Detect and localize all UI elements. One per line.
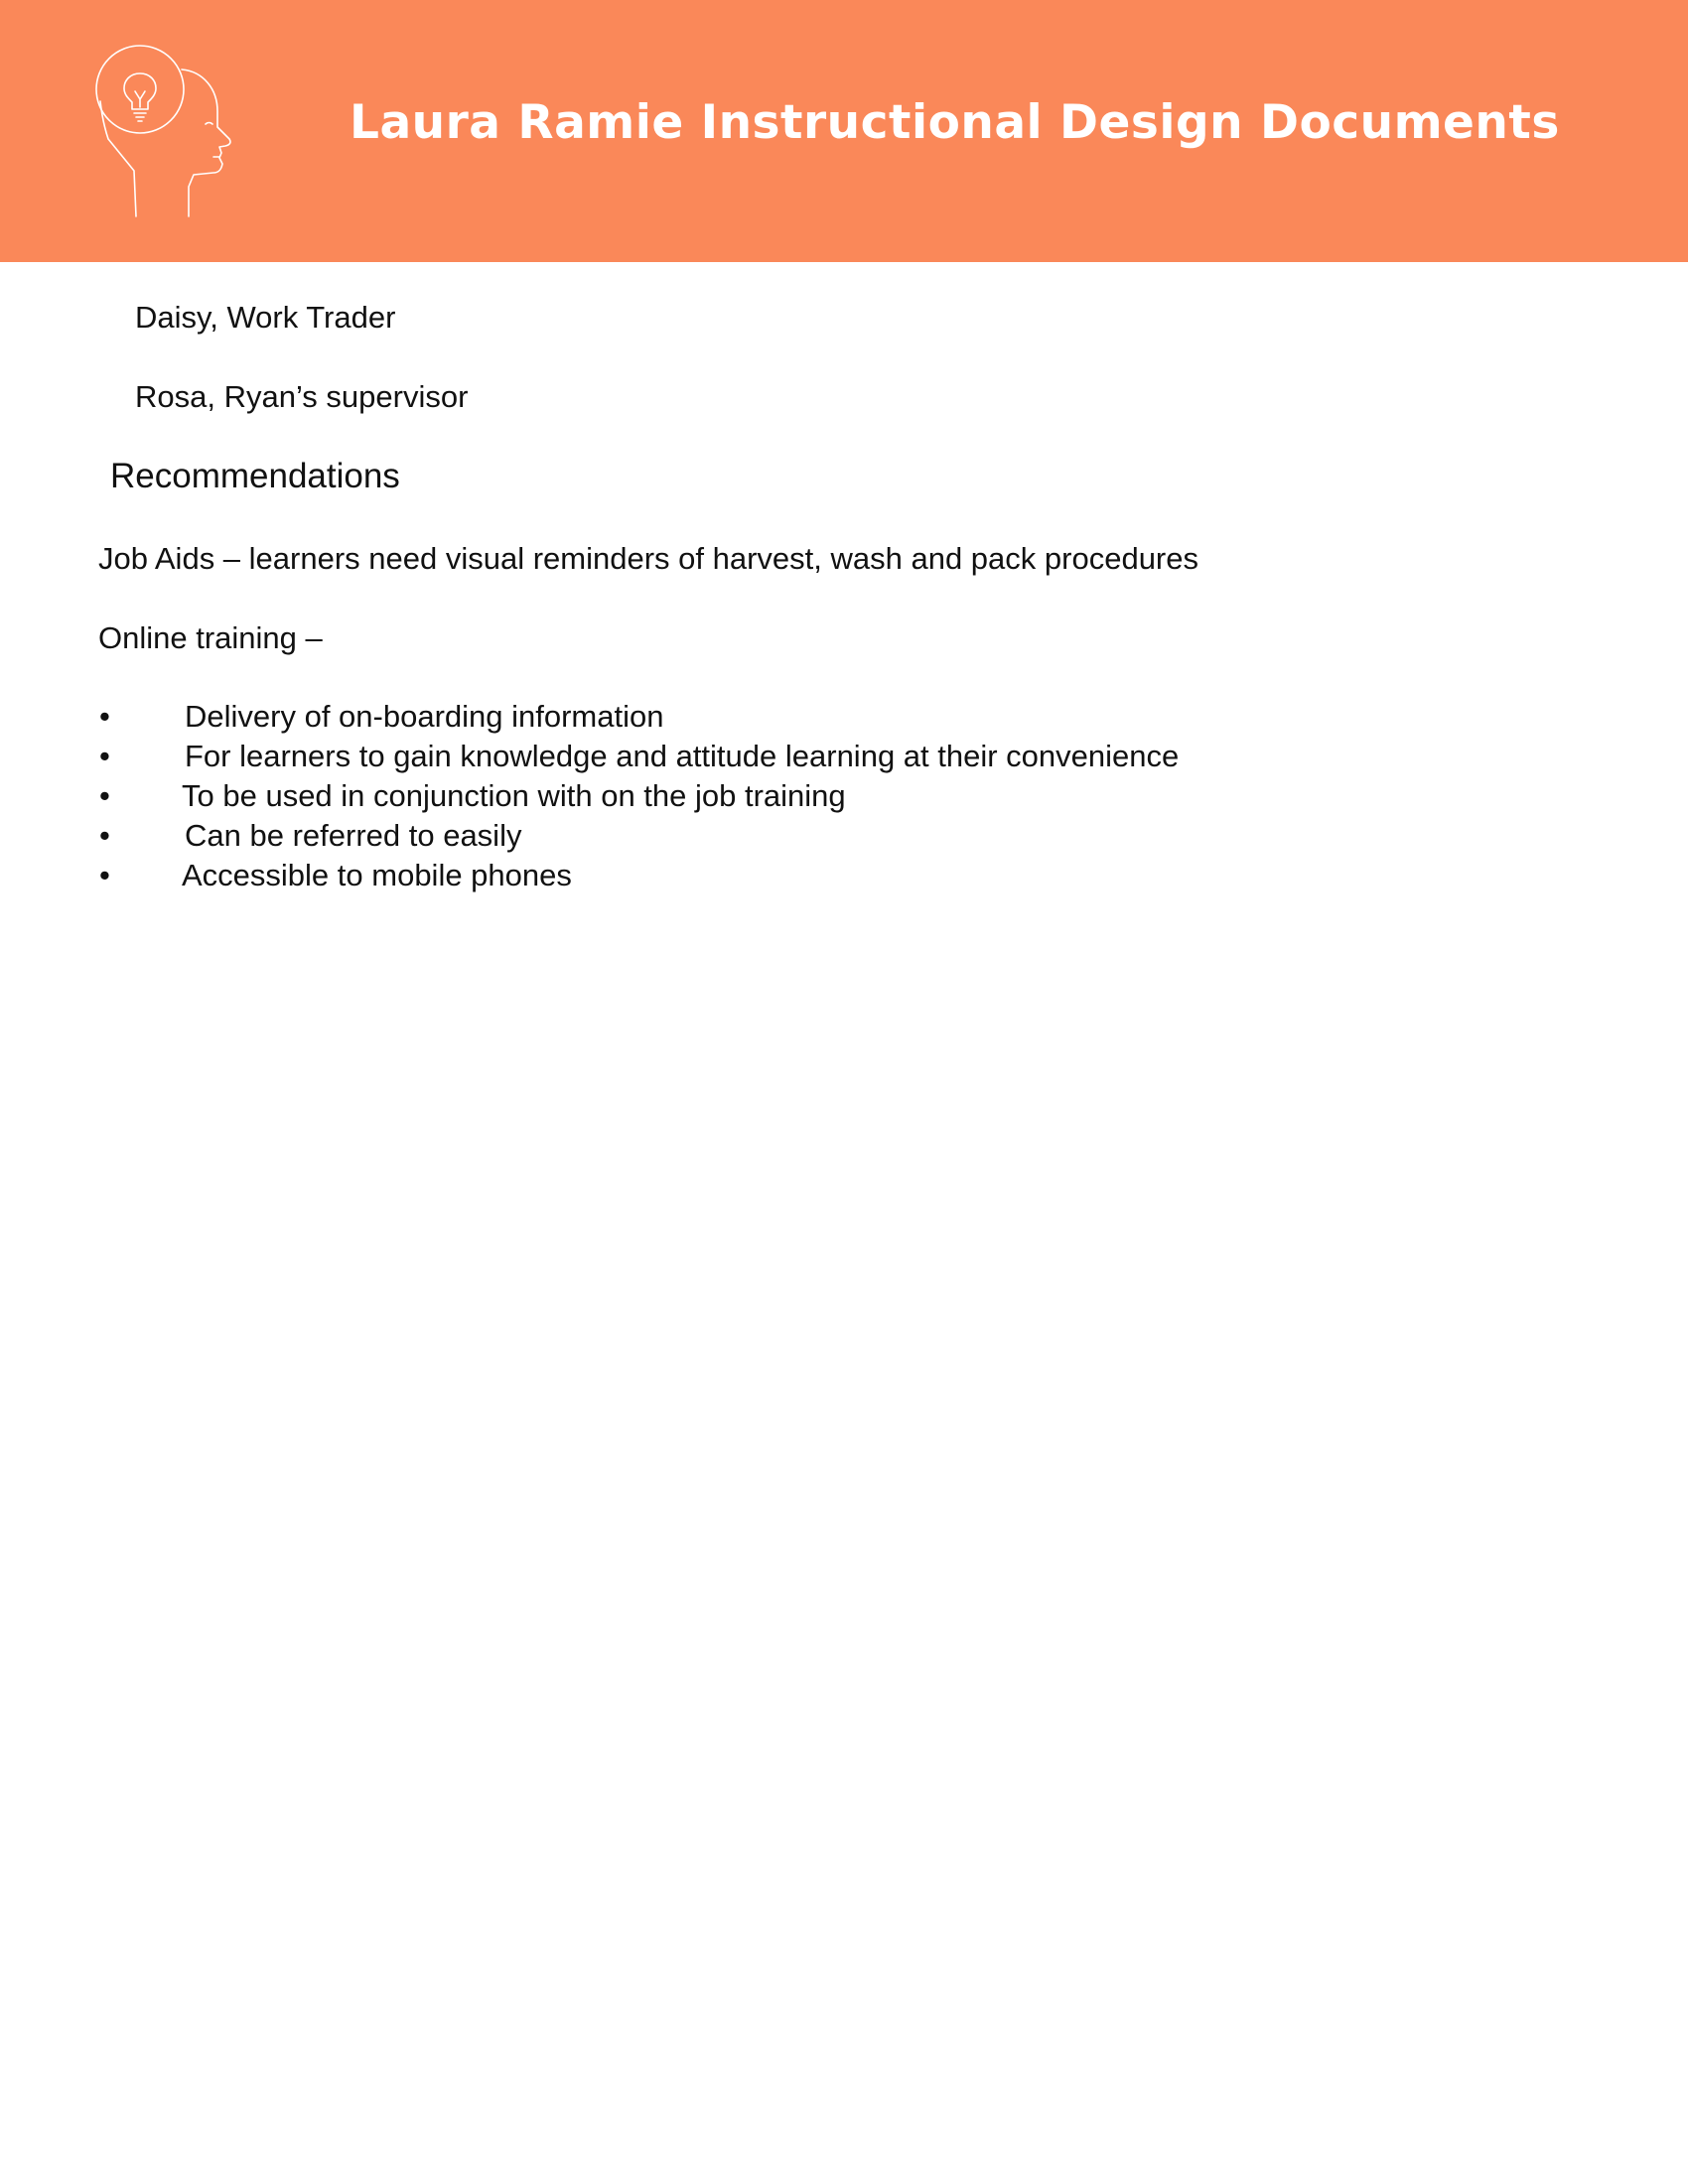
bullet-icon: • [99,858,110,892]
head-with-lightbulb-icon [94,40,243,228]
contact-rosa: Rosa, Ryan’s supervisor [135,379,469,414]
bullet-icon: • [99,818,110,853]
list-item-text: Accessible to mobile phones [182,858,572,892]
bullet-icon: • [99,739,110,773]
list-item-text: Delivery of on-boarding information [185,699,664,734]
bullet-icon: • [99,778,110,813]
recommendations-heading: Recommendations [110,457,400,495]
list-item-text: Can be referred to easily [185,818,522,853]
online-training-paragraph: Online training – [98,620,323,655]
page-header [0,0,1688,262]
job-aids-paragraph: Job Aids – learners need visual reminders of harvest, wash and pack procedures [98,541,1198,576]
list-item-text: To be used in conjunction with on the job training [182,778,846,813]
list-item-text: For learners to gain knowledge and attitude learning at their convenience [185,739,1180,773]
contact-daisy: Daisy, Work Trader [135,300,396,335]
page-title: Laura Ramie Instructional Design Documents [350,95,1560,150]
bullet-icon: • [99,699,110,734]
